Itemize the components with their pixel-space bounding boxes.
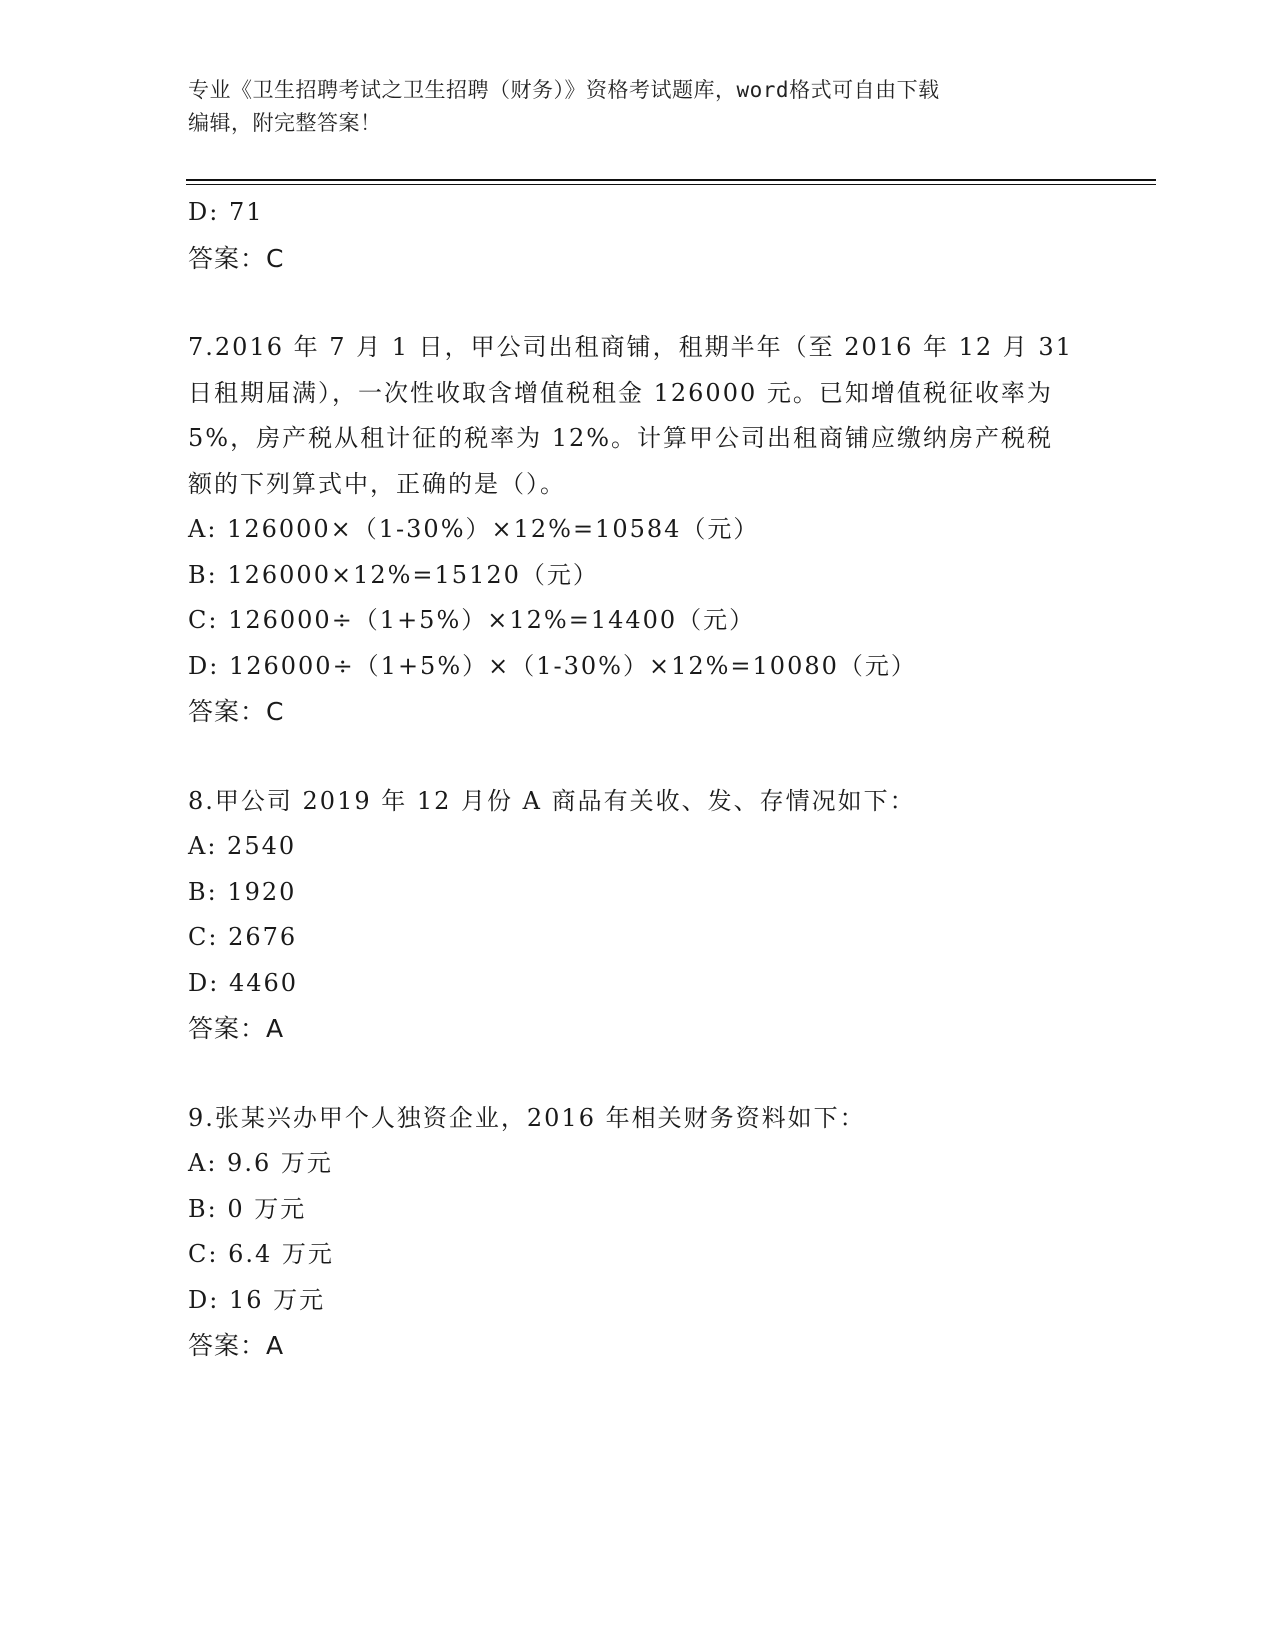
header-rule-thin [186,184,1156,185]
option-b: B: 126000×12%=15120（元） [188,560,599,589]
option-d: D: 4460 [188,968,299,997]
answer-line: 答案：C [188,697,285,726]
option-a: A: 9.6 万元 [188,1149,333,1177]
spacer [188,1052,1088,1096]
question-8 [188,779,1088,1052]
option-c: C: 6.4 万元 [188,1240,334,1268]
question-7 [188,325,1088,735]
option-c: C: 126000÷（1+5%）×12%=14400（元） [188,606,756,634]
option-b: B: 1920 [188,877,297,906]
spacer [188,735,1088,779]
document-header [188,74,1088,140]
spacer [188,281,1088,325]
question-stem: 9.张某兴办甲个人独资企业，2016 年相关财务资料如下： [188,1103,866,1132]
option-a: A: 2540 [188,832,297,860]
answer-line: 答案：A [188,1014,285,1043]
header-line-2: 编辑，附完整答案！ [188,111,382,135]
option-a: A: 126000×（1-30%）×12%=10584（元） [188,515,760,543]
option-d: D: 126000÷（1+5%）×（1-30%）×12%=10080（元） [188,651,917,680]
question-9 [188,1096,1088,1369]
prev-option-d: D: 71 [188,198,264,226]
prev-answer: 答案：C [188,243,285,273]
answer-line: 答案：A [188,1331,285,1360]
header-line-1: 专业《卫生招聘考试之卫生招聘（财务）》资格考试题库，word格式可自由下载 [188,78,940,102]
question-stem: 8.甲公司 2019 年 12 月份 A 商品有关收、发、存情况如下： [188,786,916,815]
document-body [188,190,1088,1369]
option-b: B: 0 万元 [188,1194,307,1223]
option-d: D: 16 万元 [188,1285,326,1314]
option-c: C: 2676 [188,923,298,951]
header-rule-thick [186,179,1156,181]
question-stem: 7.2016 年 7 月 1 日，甲公司出租商铺，租期半年（至 2016 年 12 月 31 日租期届满），一次性收取含增值税租金 126000 元。已知增值税征收率为 5%，房产税从租计征的税率为 12%。计算甲公司出租商铺应缴纳房产税税额的下列算式中，正确的是（）。 [188,333,1073,498]
